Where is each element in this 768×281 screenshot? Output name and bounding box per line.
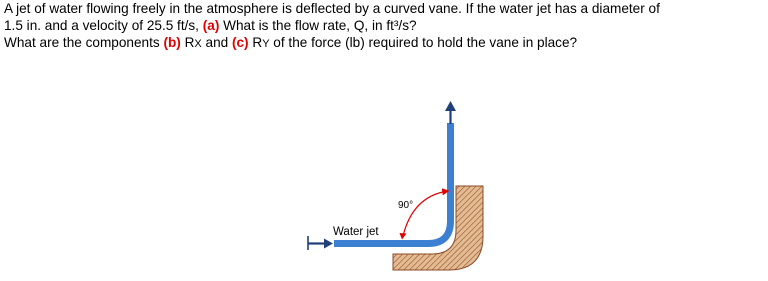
part-c-label: (c) [231,35,249,50]
angle-label: 90° [398,200,414,211]
problem-line-3-and: and [201,35,232,50]
problem-line-2-start: 1.5 in. and a velocity of 25.5 ft/s, [4,18,203,33]
ry-subscript: Y [262,38,270,50]
problem-line-1: A jet of water flowing freely in the atmosphere is deflected by a curved vane. If the water jet has a diameter of [4,1,660,16]
ry-symbol: R [248,35,263,50]
part-a-label: (a) [202,18,220,33]
rx-symbol: R [180,35,195,50]
problem-line-3-start: What are the components [4,35,164,50]
angle-arc [403,191,448,236]
inflow-arrow [308,236,333,250]
water-jet-label: Water jet [333,226,379,238]
rx-subscript: X [194,38,202,50]
problem-line-3-end: of the force (lb) required to hold the vane in place? [269,35,578,50]
part-b-label: (b) [163,35,181,50]
angle-arc-start-head [400,233,407,240]
curved-vane [393,186,483,270]
problem-line-2-end: What is the flow rate, Q, in ft³/s? [219,18,417,33]
outflow-arrow [445,101,456,124]
